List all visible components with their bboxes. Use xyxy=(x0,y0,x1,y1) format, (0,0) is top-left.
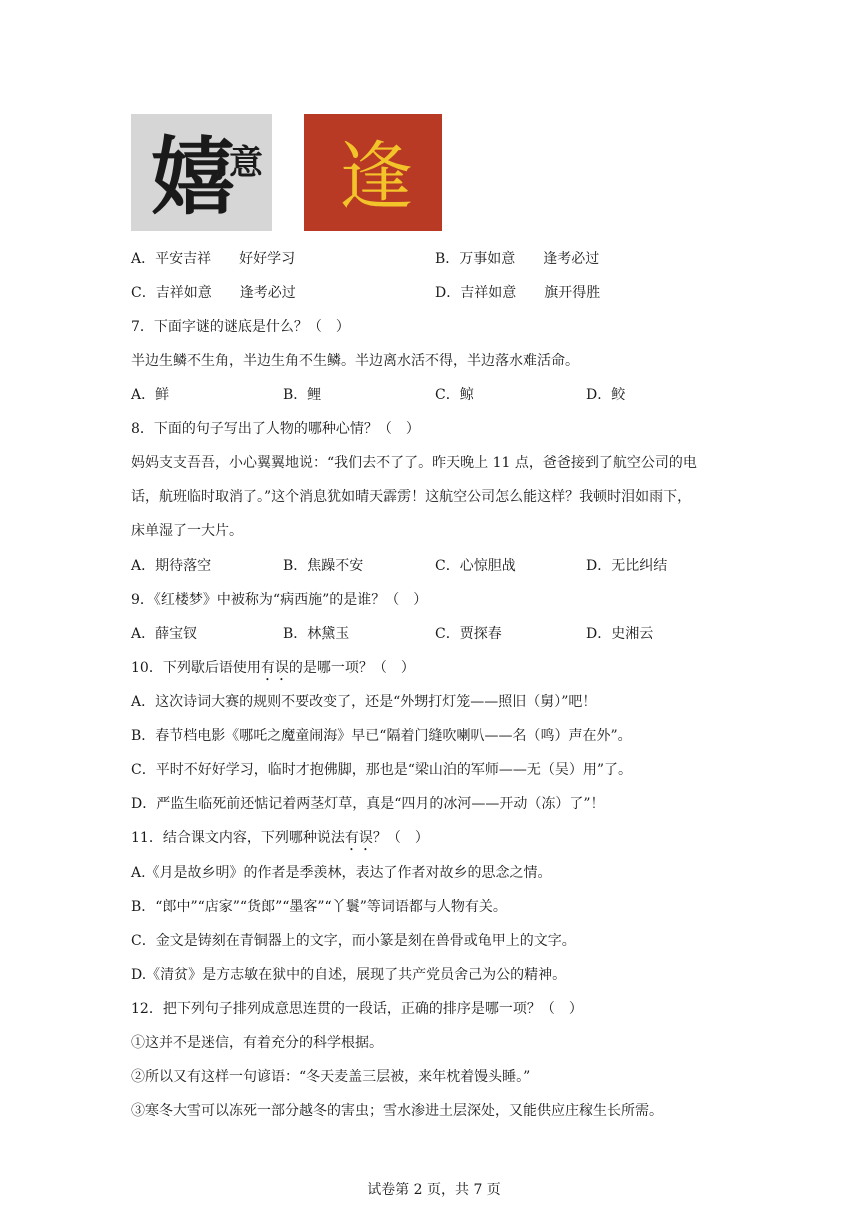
q12-sentence-2: ②所以又有这样一句谚语：“冬天麦盖三层被，来年枕着馒头睡。” xyxy=(131,1069,531,1085)
q8-passage-line2: 话，航班临时取消了。”这个消息犹如晴天霹雳！这航空公司怎么能这样？我顿时泪如雨下， xyxy=(131,489,692,505)
q10-stem-emphasis: 有误 xyxy=(260,660,289,676)
q7-option-a: A．鲜 xyxy=(131,387,170,403)
svg-text:意: 意 xyxy=(229,143,263,183)
q6-option-c: C．吉祥如意 逢考必过 xyxy=(131,285,296,301)
q8-passage-line3: 床单湿了一大片。 xyxy=(131,523,243,539)
svg-text:嬉: 嬉 xyxy=(150,127,236,226)
q8-option-a: A．期待落空 xyxy=(131,558,212,574)
q6-option-d: D．吉祥如意 旗开得胜 xyxy=(435,285,601,301)
q11-stem-emphasis: 有误 xyxy=(344,830,373,846)
q9-option-b: B．林黛玉 xyxy=(283,626,350,642)
q6-option-a: A．平安吉祥 好好学习 xyxy=(131,251,296,267)
q10-option-d: D．严监生临死前还惦记着两茎灯草，真是“四月的冰河——开动（冻）了”！ xyxy=(131,796,605,812)
q12-stem: 12．把下列句子排列成意思连贯的一段话，正确的排序是哪一项？（ ） xyxy=(131,1001,583,1017)
q11-option-c: C．金文是铸刻在青铜器上的文字，而小篆是刻在兽骨或龟甲上的文字。 xyxy=(131,933,576,949)
q9-stem: 9．《红楼梦》中被称为“病西施”的是谁？（ ） xyxy=(131,592,428,608)
q7-stem: 7．下面字谜的谜底是什么？（ ） xyxy=(131,319,350,335)
q10-option-c: C．平时不好好学习，临时才抱佛脚，那也是“梁山泊的军师——无（吴）用”了。 xyxy=(131,762,633,778)
svg-text:逢: 逢 xyxy=(339,134,413,220)
q7-riddle: 半边生鳞不生角，半边生角不生鳞。半边离水活不得，半边落水难活命。 xyxy=(131,353,579,369)
q8-option-c: C．心惊胆战 xyxy=(435,558,516,574)
q8-passage-line1: 妈妈支支吾吾，小心翼翼地说：“我们去不了了。昨天晚上 11 点，爸爸接到了航空公司的电 xyxy=(131,455,697,471)
q11-option-a: A.《月是故乡明》的作者是季羡林，表达了作者对故乡的思念之情。 xyxy=(131,865,552,881)
q12-sentence-1: ①这并不是迷信，有着充分的科学根据。 xyxy=(131,1035,383,1051)
q7-option-d: D．鲛 xyxy=(586,387,626,403)
q6-option-b: B．万事如意 逢考必过 xyxy=(435,251,600,267)
q10-option-b: B．春节档电影《哪吒之魔童闹海》早已“隔着门缝吹喇叭——名（鸣）声在外”。 xyxy=(131,728,632,744)
q9-option-c: C．贾探春 xyxy=(435,626,502,642)
q11-option-b: B．“郎中”“店家”“货郎”“墨客”“丫鬟”等词语都与人物有关。 xyxy=(131,899,507,915)
q11-option-d: D.《清贫》是方志敏在狱中的自述，展现了共产党员舍己为公的精神。 xyxy=(131,967,567,983)
q8-option-b: B．焦躁不安 xyxy=(283,558,364,574)
q10-stem: 10．下列歇后语使用有误的是哪一项？（ ） xyxy=(131,660,415,676)
q9-option-d: D．史湘云 xyxy=(586,626,654,642)
q7-option-b: B．鲤 xyxy=(283,387,322,403)
calligraphy-image-left xyxy=(131,114,272,231)
q12-sentence-3: ③寒冬大雪可以冻死一部分越冬的害虫；雪水渗进土层深处，又能供应庄稼生长所需。 xyxy=(131,1103,663,1119)
q8-option-d: D．无比纠结 xyxy=(586,558,668,574)
q11-stem: 11．结合课文内容，下列哪种说法有误？（ ） xyxy=(131,830,429,846)
page-footer: 试卷第 2 页，共 7 页 xyxy=(367,1182,501,1198)
q9-option-a: A．薛宝钗 xyxy=(131,626,198,642)
q10-option-a: A．这次诗词大赛的规则不要改变了，还是“外甥打灯笼——照旧（舅）”吧！ xyxy=(131,694,597,710)
q8-stem: 8．下面的句子写出了人物的哪种心情？（ ） xyxy=(131,421,420,437)
calligraphy-image-right xyxy=(304,114,442,231)
q7-option-c: C．鲸 xyxy=(435,387,474,403)
